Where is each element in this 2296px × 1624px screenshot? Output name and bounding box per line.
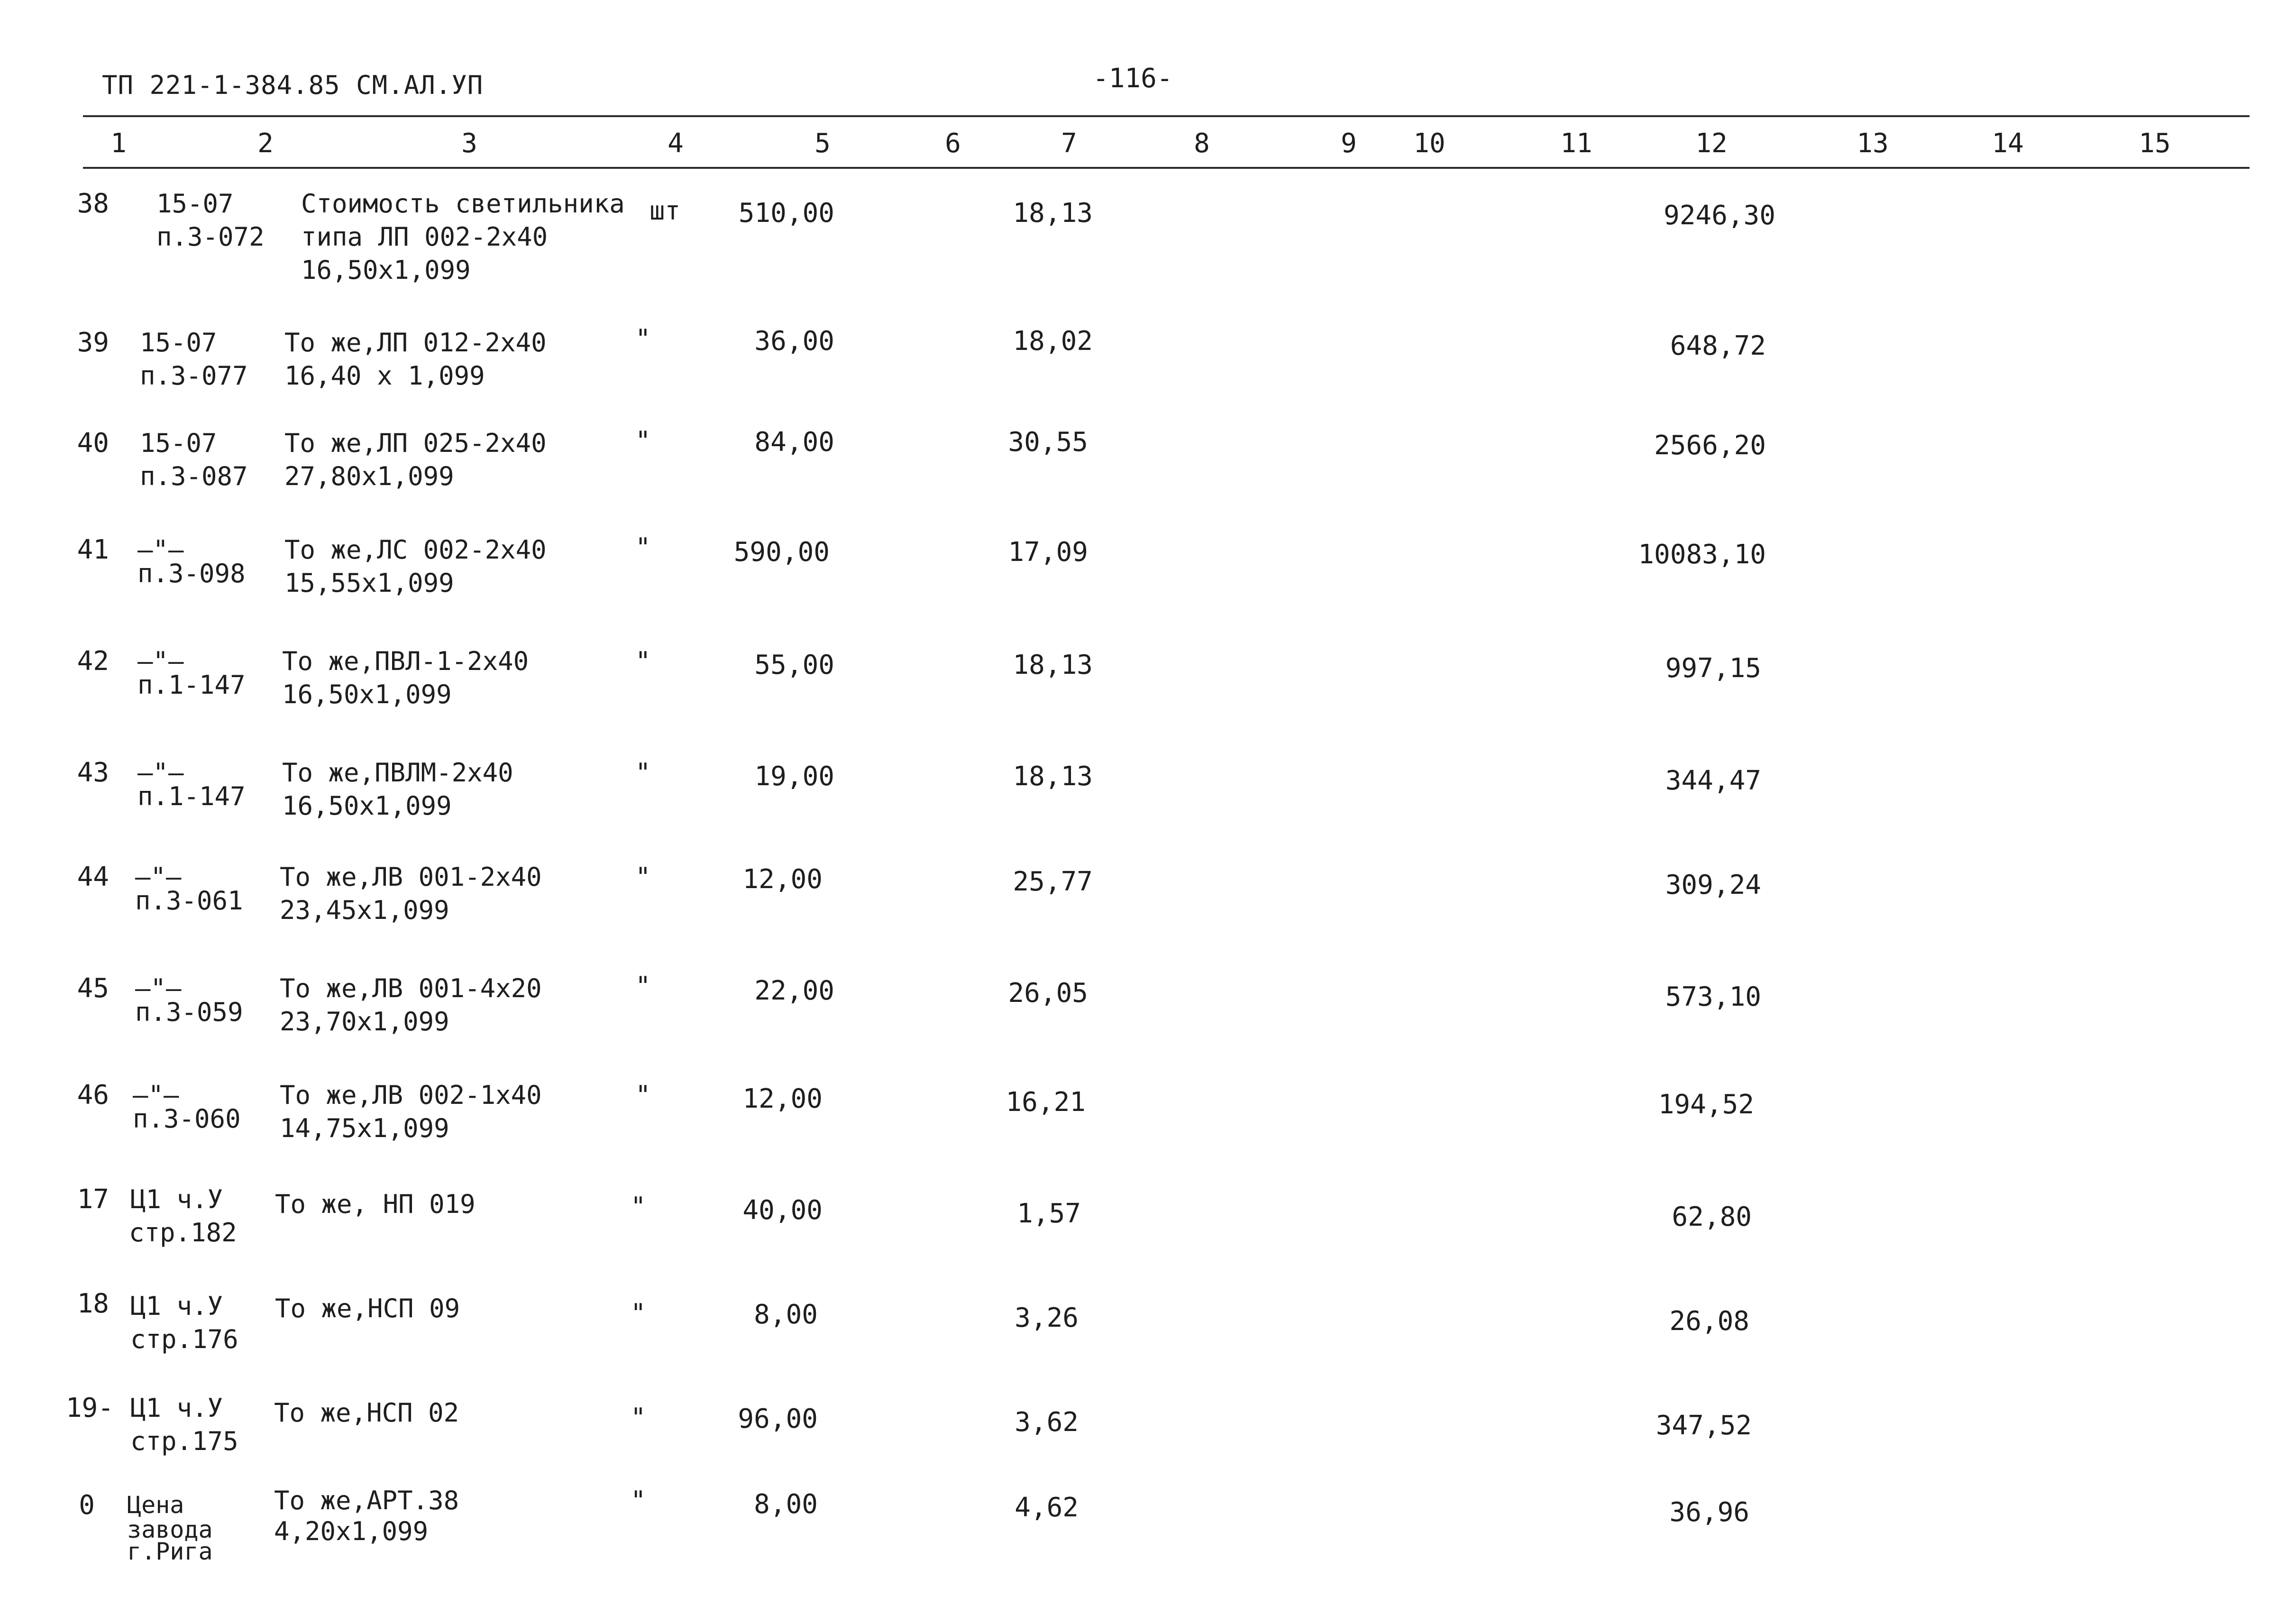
row-number: 17 [77, 1184, 109, 1215]
quantity: 12,00 [742, 864, 823, 895]
table-top-rule [83, 115, 2250, 117]
price-reference: 15-07 п.3-077 [140, 328, 248, 391]
unit: " [635, 758, 651, 788]
unit: " [635, 426, 651, 456]
quantity: 510,00 [738, 198, 834, 229]
price-reference: —"— п.1-147 [137, 646, 246, 700]
unit: " [635, 1080, 651, 1110]
total-cost: 194,52 [1658, 1089, 1754, 1120]
unit: шт [649, 196, 681, 226]
unit-price: 3,62 [1015, 1407, 1079, 1438]
quantity: 84,00 [754, 427, 834, 458]
quantity: 36,00 [754, 326, 834, 357]
row-number: 46 [77, 1080, 109, 1110]
row-number: 41 [77, 534, 109, 565]
price-reference: 15-07 п.3-087 [140, 428, 248, 491]
quantity: 590,00 [733, 537, 830, 568]
item-description: То же,НСП 02 [274, 1398, 459, 1428]
column-number: 14 [1992, 128, 2024, 159]
quantity: 22,00 [754, 975, 834, 1006]
quantity: 40,00 [742, 1195, 823, 1226]
column-number: 9 [1341, 128, 1357, 159]
total-cost: 2566,20 [1654, 430, 1766, 461]
price-reference: Ц1 ч.У стр.182 [129, 1184, 237, 1248]
unit-price: 4,62 [1015, 1492, 1079, 1523]
unit: " [635, 324, 651, 354]
quantity: 8,00 [754, 1299, 818, 1330]
unit-price: 26,05 [1008, 978, 1088, 1009]
item-description: То же,ЛП 012-2х40 16,40 х 1,099 [284, 328, 547, 391]
unit: " [635, 532, 651, 562]
price-reference: Цена завода г.Рига [127, 1491, 213, 1565]
item-description: То же,ЛП 025-2х40 27,80х1,099 [284, 428, 547, 491]
total-cost: 26,08 [1669, 1306, 1749, 1337]
column-number: 12 [1695, 128, 1728, 159]
quantity: 12,00 [742, 1083, 823, 1114]
column-number: 6 [945, 128, 961, 159]
quantity: 19,00 [754, 761, 834, 792]
price-reference: —"— п.1-147 [137, 758, 246, 811]
unit: " [635, 646, 651, 676]
item-description: То же,ЛВ 001-2х40 23,45х1,099 [280, 862, 542, 925]
row-number: 42 [77, 646, 109, 677]
column-number: 1 [110, 128, 127, 159]
column-number: 10 [1413, 128, 1445, 159]
item-description: То же, НП 019 [275, 1189, 476, 1219]
unit: " [631, 1298, 646, 1328]
total-cost: 344,47 [1665, 765, 1761, 796]
unit-price: 18,13 [1013, 198, 1093, 229]
price-reference: —"— п.3-059 [135, 973, 243, 1027]
price-reference: —"— п.3-060 [133, 1080, 241, 1134]
total-cost: 10083,10 [1638, 539, 1766, 570]
column-number: 5 [814, 128, 831, 159]
price-reference: —"— п.3-061 [135, 862, 243, 916]
total-cost: 648,72 [1670, 330, 1766, 361]
unit: " [631, 1403, 646, 1432]
item-description: Стоимость светильника типа ЛП 002-2х40 16,50х1,099 [301, 189, 625, 285]
unit-price: 30,55 [1008, 427, 1088, 458]
row-number: 43 [77, 757, 109, 788]
price-reference: 15-07 п.3-072 [156, 189, 265, 252]
total-cost: 309,24 [1665, 870, 1761, 900]
item-description: То же,ЛВ 001-4х20 23,70х1,099 [280, 973, 542, 1037]
column-number: 11 [1560, 128, 1592, 159]
unit-price: 17,09 [1008, 537, 1088, 568]
item-description: То же,ЛС 002-2х40 15,55х1,099 [284, 535, 547, 598]
total-cost: 36,96 [1669, 1497, 1749, 1528]
column-number: 8 [1194, 128, 1210, 159]
row-number: 45 [77, 973, 109, 1004]
item-description: То же,АРТ.38 4,20х1,099 [274, 1486, 459, 1546]
item-description: То же,ПВЛ-1-2х40 16,50х1,099 [282, 646, 529, 709]
row-number: 40 [77, 428, 109, 459]
quantity: 96,00 [738, 1404, 818, 1434]
document-code: ТП 221-1-384.85 СМ.АЛ.УП [102, 70, 484, 100]
unit: " [631, 1192, 646, 1221]
item-description: То же,ПВЛМ-2х40 16,50х1,099 [282, 758, 513, 821]
unit-price: 3,26 [1015, 1303, 1079, 1333]
unit-price: 18,13 [1013, 761, 1093, 792]
price-reference: Ц1 ч.У стр.175 [130, 1393, 238, 1456]
item-description: То же,ЛВ 002-1х40 14,75х1,099 [280, 1080, 542, 1143]
unit: " [635, 971, 651, 1001]
total-cost: 347,52 [1656, 1410, 1752, 1441]
row-number: 18 [77, 1288, 109, 1319]
row-number: 19- [65, 1393, 114, 1423]
row-number: 0 [79, 1490, 95, 1521]
unit-price: 16,21 [1006, 1087, 1086, 1118]
quantity: 55,00 [754, 650, 834, 680]
total-cost: 997,15 [1665, 653, 1761, 684]
row-number: 39 [77, 327, 109, 358]
unit: " [631, 1486, 646, 1515]
page-number: -116- [1093, 63, 1173, 94]
quantity: 8,00 [754, 1489, 818, 1520]
unit-price: 25,77 [1013, 866, 1093, 897]
row-number: 44 [77, 862, 109, 892]
column-number: 4 [668, 128, 684, 159]
column-number: 2 [257, 128, 274, 159]
price-reference: Ц1 ч.У стр.176 [130, 1291, 238, 1354]
column-number: 15 [2139, 128, 2171, 159]
item-description: То же,НСП 09 [275, 1294, 460, 1323]
unit-price: 18,13 [1013, 650, 1093, 680]
total-cost: 62,80 [1672, 1202, 1752, 1232]
column-number: 7 [1061, 128, 1077, 159]
total-cost: 573,10 [1665, 982, 1761, 1012]
unit: " [635, 862, 651, 892]
column-number: 3 [461, 128, 477, 159]
price-reference: —"— п.3-098 [137, 535, 246, 588]
total-cost: 9246,30 [1663, 200, 1775, 231]
column-number: 13 [1857, 128, 1889, 159]
unit-price: 1,57 [1017, 1198, 1081, 1229]
table-header-rule [83, 167, 2250, 169]
row-number: 38 [77, 188, 109, 219]
unit-price: 18,02 [1013, 326, 1093, 357]
